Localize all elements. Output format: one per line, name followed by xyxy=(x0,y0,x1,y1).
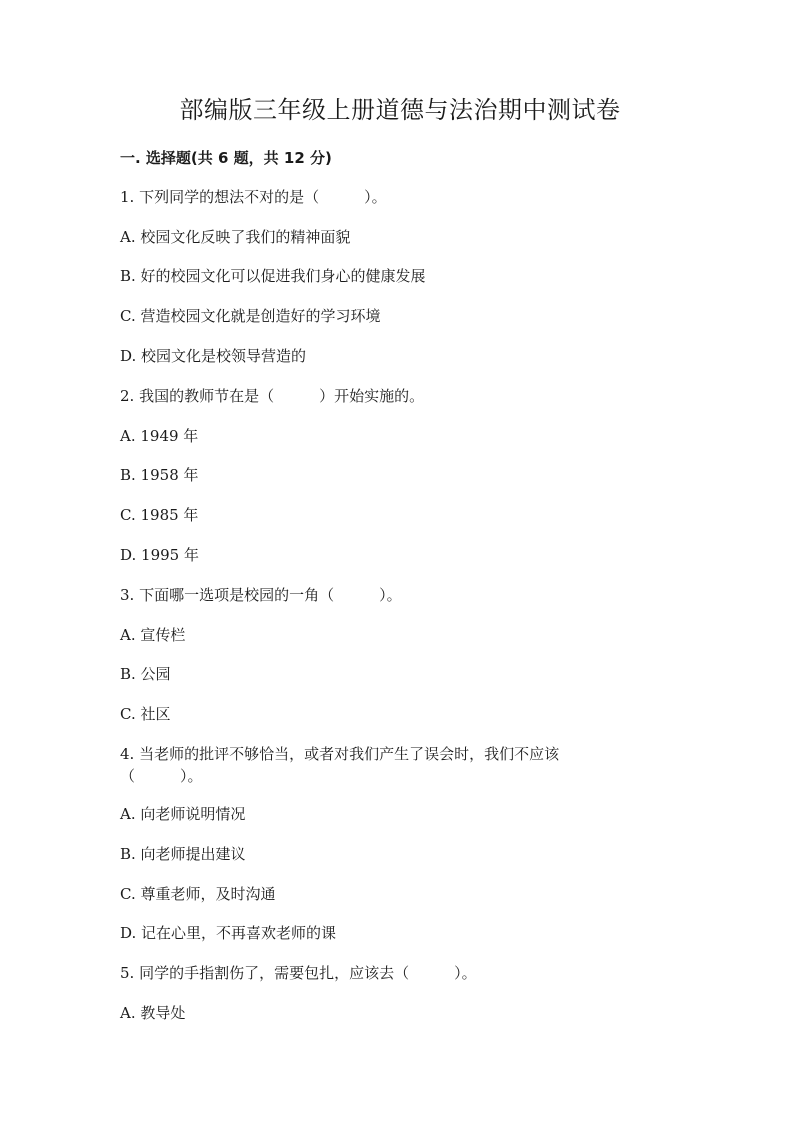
question-3-option-a: A. 宣传栏 xyxy=(120,626,186,644)
question-4-option-d: D. 记在心里，不再喜欢老师的课 xyxy=(120,924,337,942)
question-1-option-b: B. 好的校园文化可以促进我们身心的健康发展 xyxy=(120,267,426,285)
question-1-stem: 1. 下列同学的想法不对的是（ ）。 xyxy=(120,188,387,206)
question-1-option-c: C. 营造校园文化就是创造好的学习环境 xyxy=(120,307,381,325)
question-2-option-b: B. 1958 年 xyxy=(120,466,199,484)
question-2-option-d: D. 1995 年 xyxy=(120,546,199,564)
question-3-option-b: B. 公园 xyxy=(120,665,171,683)
question-5-option-a: A. 教导处 xyxy=(120,1004,186,1022)
question-4-stem: 4. 当老师的批评不够恰当，或者对我们产生了误会时，我们不应该（ ）。 xyxy=(120,745,560,785)
question-4-option-c: C. 尊重老师，及时沟通 xyxy=(120,885,276,903)
question-4-option-a: A. 向老师说明情况 xyxy=(120,805,246,823)
question-3-stem: 3. 下面哪一选项是校园的一角（ ）。 xyxy=(120,586,402,604)
page-title: 部编版三年级上册道德与法治期中测试卷 xyxy=(179,96,621,124)
section-heading: 一. 选择题(共 6 题，共 12 分) xyxy=(120,149,332,167)
question-2-stem: 2. 我国的教师节在是（ ）开始实施的。 xyxy=(120,387,425,405)
question-1-option-d: D. 校园文化是校领导营造的 xyxy=(120,347,307,365)
question-1-option-a: A. 校园文化反映了我们的精神面貌 xyxy=(120,228,351,246)
question-5-stem: 5. 同学的手指割伤了，需要包扎，应该去（ ）。 xyxy=(120,964,477,982)
question-3-option-c: C. 社区 xyxy=(120,705,171,723)
question-4-option-b: B. 向老师提出建议 xyxy=(120,845,246,863)
question-2-option-c: C. 1985 年 xyxy=(120,506,199,524)
question-2-option-a: A. 1949 年 xyxy=(120,427,199,445)
